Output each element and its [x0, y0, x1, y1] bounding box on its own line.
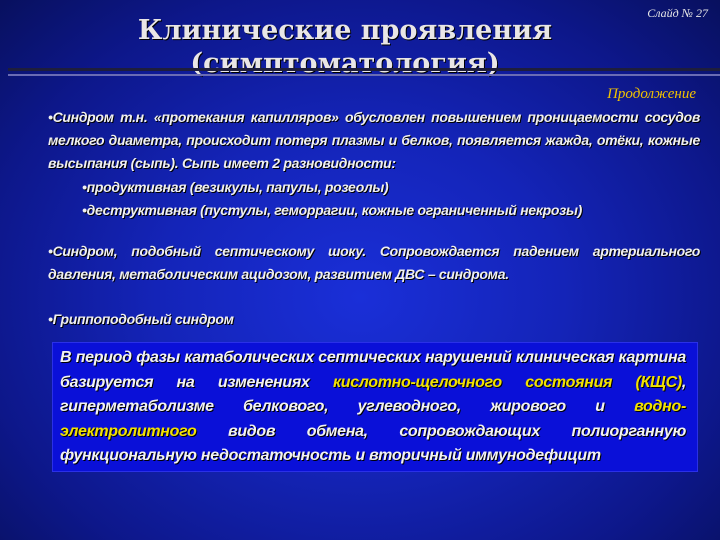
septic-shock-paragraph: •Синдром, подобный септическому шоку. Сопровождается падением артериального давления, метаболическим ацидозом, развитием ДВС – синдрома.	[48, 243, 700, 282]
slide-number: Слайд № 27	[647, 6, 708, 20]
summary-part-3: видов обмена, сопровождающих полиорганную функциональную недостаточность и вторичный иммунодефицит	[60, 422, 686, 464]
capillary-leak-paragraph: •Синдром т.н. «протекания капилляров» обусловлен повышением проницаемости сосудов мелкого диаметра, происходит потеря плазмы и белков, появляется жажда, отёки, кожные высыпания (сыпь). Сыпь имеет 2 разновидности:	[48, 109, 700, 171]
rash-type-productive: •продуктивная (везикулы, папулы, розеолы)	[82, 179, 389, 195]
summary-text	[60, 346, 686, 469]
rash-type-destructive: •деструктивная (пустулы, геморрагии, кожные ограниченный некрозы)	[82, 202, 583, 218]
summary-part-1: В период фазы катаболических септических нарушений клиническая картина базируется на изменениях	[60, 349, 686, 391]
summary-part-2: , гиперметаболизме белкового, углеводного, жирового и	[60, 373, 687, 415]
summary-highlight-water-electrolyte: водно-электролитного	[60, 398, 686, 440]
title-line-1: Клинические проявления	[137, 15, 553, 46]
flu-like-paragraph: •Гриппоподобный синдром	[48, 311, 234, 327]
title-line-2: (симптоматология)	[190, 48, 500, 79]
continued-label: Продолжение	[607, 86, 696, 102]
summary-highlight-acid-base: кислотно-щелочного состояния (КЩС)	[332, 373, 682, 391]
title-divider	[8, 68, 720, 76]
